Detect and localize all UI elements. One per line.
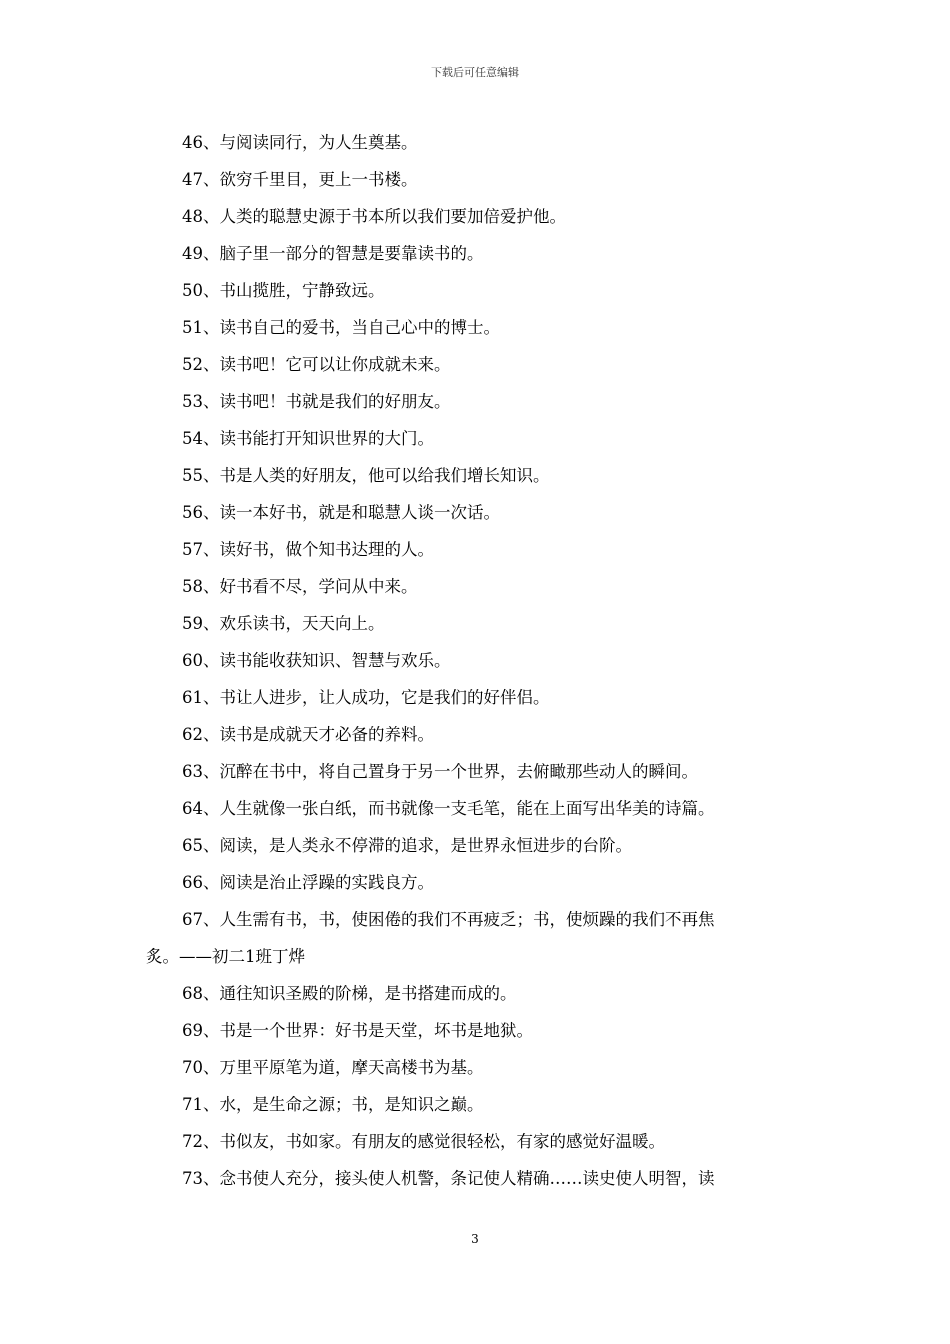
list-item: 72、书似友，书如家。有朋友的感觉很轻松，有家的感觉好温暖。 (182, 1132, 665, 1151)
list-item: 73、念书使人充分，接头使人机警，条记使人精确……读史使人明智，读 (182, 1169, 715, 1188)
list-item: 69、书是一个世界：好书是天堂，坏书是地狱。 (182, 1021, 533, 1040)
list-item: 63、沉醉在书中，将自己置身于另一个世界，去俯瞰那些动人的瞬间。 (182, 762, 698, 781)
list-item: 64、人生就像一张白纸，而书就像一支毛笔，能在上面写出华美的诗篇。 (182, 799, 715, 818)
list-item-67-line2: 炙。——初二1班丁烨 (146, 947, 305, 966)
list-item: 71、水，是生命之源；书，是知识之巅。 (182, 1095, 484, 1114)
list-item: 65、阅读，是人类永不停滞的追求，是世界永恒进步的台阶。 (182, 836, 632, 855)
list-item: 61、书让人进步，让人成功，它是我们的好伴侣。 (182, 688, 550, 707)
list-item: 54、读书能打开知识世界的大门。 (182, 429, 434, 448)
document-body (146, 124, 814, 1197)
list-item: 52、读书吧！它可以让你成就未来。 (182, 355, 451, 374)
list-item: 60、读书能收获知识、智慧与欢乐。 (182, 651, 451, 670)
list-item: 57、读好书，做个知书达理的人。 (182, 540, 434, 559)
list-item: 49、脑子里一部分的智慧是要靠读书的。 (182, 244, 484, 263)
list-item-67-line1: 67、人生需有书，书，使困倦的我们不再疲乏；书，使烦躁的我们不再焦 (182, 910, 715, 929)
list-item: 68、通往知识圣殿的阶梯，是书搭建而成的。 (182, 984, 517, 1003)
list-item: 66、阅读是治止浮躁的实践良方。 (182, 873, 434, 892)
list-item: 62、读书是成就天才必备的养料。 (182, 725, 434, 744)
list-item: 51、读书自己的爱书，当自己心中的博士。 (182, 318, 500, 337)
list-item: 59、欢乐读书，天天向上。 (182, 614, 385, 633)
list-item: 56、读一本好书，就是和聪慧人谈一次话。 (182, 503, 500, 522)
list-item: 50、书山揽胜，宁静致远。 (182, 281, 385, 300)
list-item: 48、人类的聪慧史源于书本所以我们要加倍爱护他。 (182, 207, 566, 226)
page-number: 3 (471, 1232, 479, 1246)
list-item: 70、万里平原笔为道，摩天高楼书为基。 (182, 1058, 484, 1077)
list-item: 46、与阅读同行，为人生奠基。 (182, 133, 418, 152)
list-item: 47、欲穷千里目，更上一书楼。 (182, 170, 418, 189)
page-header: 下载后可任意编辑 (431, 66, 519, 79)
list-item: 55、书是人类的好朋友，他可以给我们增长知识。 (182, 466, 550, 485)
list-item: 58、好书看不尽，学问从中来。 (182, 577, 418, 596)
list-item: 53、读书吧！书就是我们的好朋友。 (182, 392, 451, 411)
